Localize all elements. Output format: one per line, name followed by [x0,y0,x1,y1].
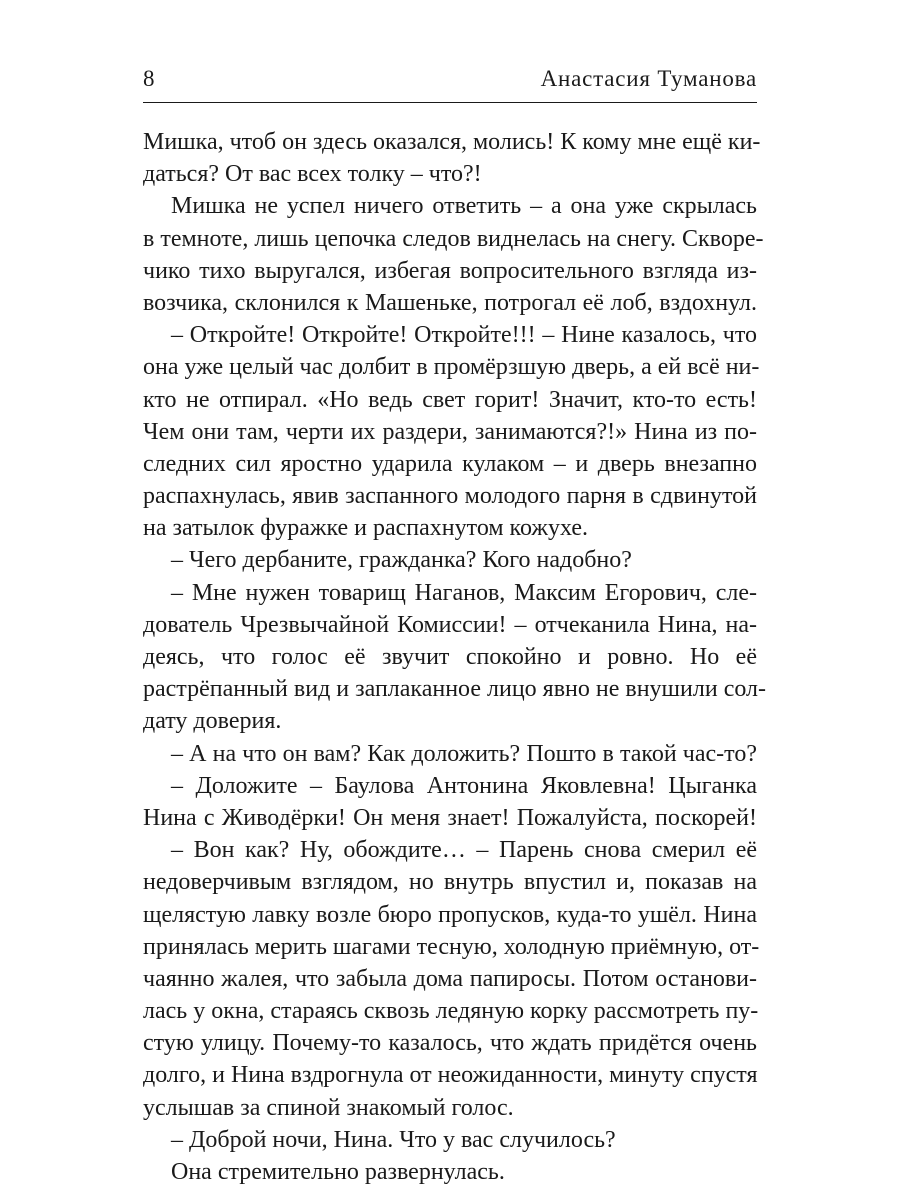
text-line: следних сил яростно ударила кулаком – и дверь внезапно [143,450,757,477]
text-line: растрёпанный вид и заплаканное лицо явно не внушили сол- [143,676,766,703]
text-line: недоверчивым взглядом, но внутрь впустил и, показав на [143,869,757,896]
body-text [143,126,766,1188]
text-line: – Вон как? Ну, обождите… – Парень снова смерил её [171,837,757,864]
text-line: услышав за спиной знакомый голос. [143,1094,514,1121]
text-line: она уже целый час долбит в промёрзшую дверь, а ей всё ни- [143,354,760,381]
text-line: Нина с Живодёрки! Он меня знает! Пожалуйста, поскорей! [143,804,757,831]
text-line: – Доложите – Баулова Антонина Яковлевна! Цыганка [171,772,757,799]
page-header [143,62,757,103]
text-line: в темноте, лишь цепочка следов виднелась на снегу. Скворе- [143,225,764,252]
text-line: Мишка, чтоб он здесь оказался, молись! К кому мне ещё ки- [143,129,761,155]
text-line: Она стремительно развернулась. [171,1159,505,1185]
text-line: чико тихо выругался, избегая вопросительного взгляда из- [143,257,757,284]
text-line: на затылок фуражке и распахнутом кожухе. [143,515,589,542]
text-line: – Мне нужен товарищ Наганов, Максим Егорович, сле- [171,579,757,606]
text-line: – Доброй ночи, Нина. Что у вас случилось? [171,1126,616,1153]
running-head-author: Анастасия Туманова [540,66,757,91]
text-line: чаянно жалея, что забыла дома папиросы. Потом останови- [143,965,757,992]
text-line: дату доверия. [143,708,282,735]
text-line: дователь Чрезвычайной Комиссии! – отчеканила Нина, на- [143,611,757,638]
text-line: кто не отпирал. «Но ведь свет горит! Значит, кто-то есть! [143,386,757,413]
text-line: щелястую лавку возле бюро пропусков, куда-то ушёл. Нина [143,901,757,928]
text-line: Чем они там, черти их раздери, занимаются?!» Нина из по- [143,418,757,445]
text-line: долго, и Нина вздрогнула от неожиданности, минуту спустя [143,1062,758,1089]
text-line: Мишка не успел ничего ответить – а она уже скрылась [171,193,757,220]
text-line: – Чего дербаните, гражданка? Кого надобно? [171,547,632,574]
text-line: лась у окна, стараясь сквозь ледяную корку рассмотреть пу- [143,998,759,1025]
text-line: даться? От вас всех толку – что?! [143,161,482,188]
page-number: 8 [143,66,155,91]
text-line: распахнулась, явив заспанного молодого парня в сдвинутой [143,483,757,510]
text-line: принялась мерить шагами тесную, холодную приёмную, от- [143,933,760,960]
text-line: – Откройте! Откройте! Откройте!!! – Нине казалось, что [171,322,757,349]
text-line: возчика, склонился к Машеньке, потрогал её лоб, вздохнул. [143,289,757,316]
text-line: – А на что он вам? Как доложить? Пошто в такой час-то? [171,740,757,767]
text-line: деясь, что голос её звучит спокойно и ровно. Но её [143,644,757,670]
text-line: стую улицу. Почему-то казалось, что ждать придётся очень [143,1030,757,1057]
